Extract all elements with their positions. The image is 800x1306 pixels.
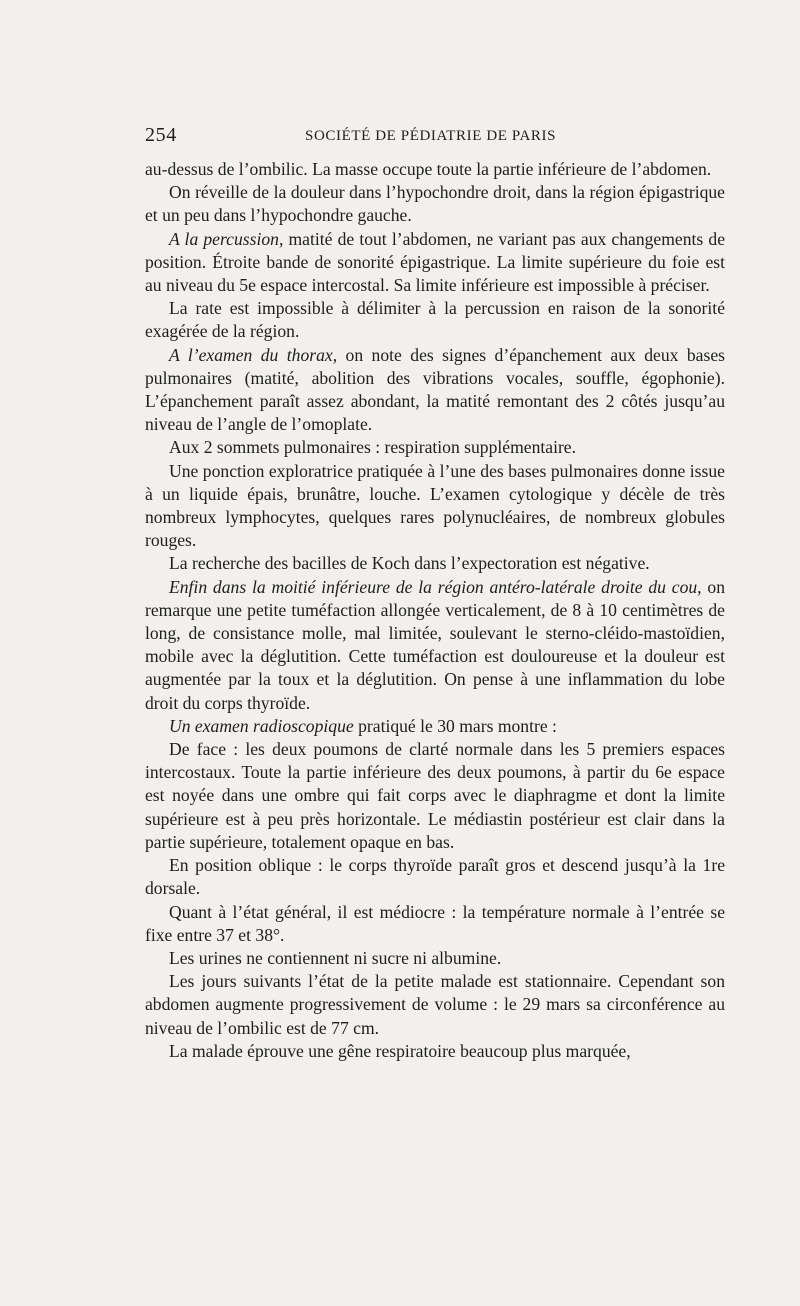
- paragraph: Les urines ne contiennent ni sucre ni albumine.: [169, 947, 502, 968]
- body-text: [145, 158, 725, 1063]
- paragraph: On réveille de la douleur dans l’hypochondre droit, dans la région épigastrique et un peu dans l’hypochondre gauche.: [145, 182, 725, 226]
- page-number: 254: [145, 124, 177, 146]
- paragraph: De face : les deux poumons de clarté normale dans les 5 premiers espaces intercostaux. Toute la partie inférieure des deux poumons, à partir du 6e espace est noyée dans une ombre qui fait corps avec le diaphragme et dont la limite supérieure est à peu près horizontale. Le médiastin postérieur est clair dans la partie supérieure, totalement opaque en bas.: [145, 739, 725, 852]
- paragraph: Aux 2 sommets pulmonaires : respiration supplémentaire.: [169, 437, 577, 458]
- italic-lead: A la percussion,: [169, 228, 284, 249]
- paragraph: La rate est impossible à délimiter à la percussion en raison de la sonorité exagérée de la région.: [145, 298, 725, 342]
- paragraph: Un examen radioscopique pratiqué le 30 mars montre :: [169, 715, 557, 736]
- paragraph: La malade éprouve une gêne respiratoire beaucoup plus marquée,: [169, 1040, 631, 1061]
- paragraph: au-dessus de l’ombilic. La masse occupe toute la partie inférieure de l’abdomen.: [145, 159, 712, 179]
- paragraph: En position oblique : le corps thyroïde paraît gros et descend jusqu’à la 1re dorsale.: [145, 855, 725, 899]
- paragraph: Une ponction exploratrice pratiquée à l’une des bases pulmonaires donne issue à un liquide épais, brunâtre, louche. L’examen cytologique y décèle de très nombreux lymphocytes, quelques rares polynucléaires, de nombreux globules rouges.: [145, 460, 725, 551]
- paragraph: A l’examen du thorax, on note des signes d’épanchement aux deux bases pulmonaires (matité, abolition des vibrations vocales, souffle, égophonie). L’épanchement paraît assez abondant, la matité remontant des 2 côtés jusqu’au niveau de l’angle de l’omoplate.: [145, 344, 725, 435]
- paragraph: A la percussion, matité de tout l’abdomen, ne variant pas aux changements de position. Étroite bande de sonorité épigastrique. La limite supérieure du foie est au niveau du 5e espace intercostal. Sa limite inférieure est impossible à préciser.: [145, 228, 725, 296]
- running-title: SOCIÉTÉ DE PÉDIATRIE DE PARIS: [305, 128, 557, 144]
- italic-lead: Enfin dans la moitié inférieure de la région antéro-latérale droite du cou,: [169, 576, 702, 597]
- paragraph: Les jours suivants l’état de la petite malade est stationnaire. Cependant son abdomen augmente progressivement de volume : le 29 mars sa circonférence au niveau de l’ombilic est de 77 cm.: [145, 971, 725, 1038]
- italic-lead: Un examen radioscopique: [169, 715, 354, 736]
- paragraph: Quant à l’état général, il est médiocre : la température normale à l’entrée se fixe entre 37 et 38°.: [145, 901, 725, 945]
- page-header: [145, 124, 723, 146]
- italic-lead: A l’examen du thorax,: [169, 344, 338, 365]
- paragraph: Enfin dans la moitié inférieure de la région antéro-latérale droite du cou, on remarque une petite tuméfaction allongée verticalement, de 8 à 10 centimètres de long, de consistance molle, mal limitée, soulevant le sterno-cléido-mastoïdien, mobile avec la déglutition. Cette tuméfaction est douloureuse et la douleur est augmentée par la toux et la déglutition. On pense à une inflammation du lobe droit du corps thyroïde.: [145, 576, 725, 713]
- paragraph: La recherche des bacilles de Koch dans l’expectoration est négative.: [169, 553, 650, 574]
